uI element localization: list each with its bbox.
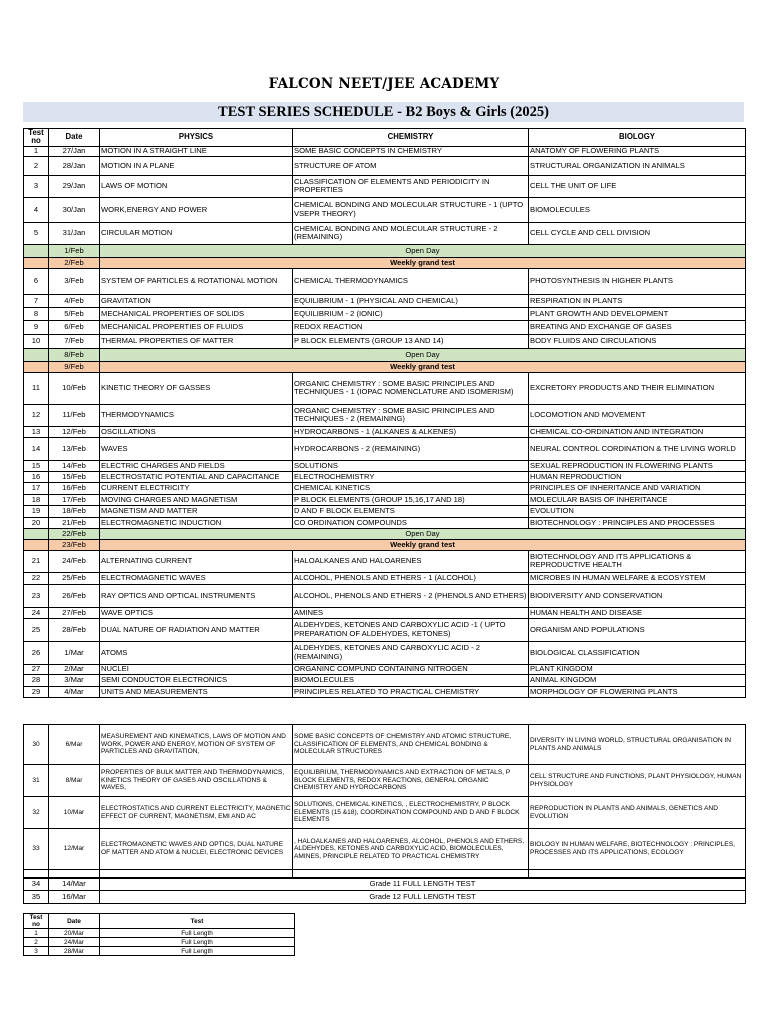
chemistry-topic: HYDROCARBONS - 1 (ALKANES & ALKENES) — [293, 426, 529, 437]
test-date: 4/Mar — [49, 686, 100, 697]
biology-topic: RESPIRATION IN PLANTS — [529, 294, 746, 307]
chemistry-topic: ELECTROCHEMISTRY — [293, 471, 529, 482]
chemistry-topic: P BLOCK ELEMENTS (GROUP 15,16,17 AND 18) — [293, 494, 529, 505]
chemistry-topic: CHEMICAL THERMODYNAMICS — [293, 268, 529, 294]
test-number: 9 — [24, 320, 49, 334]
test-date: 2/Feb — [49, 257, 100, 268]
test-number: 8 — [24, 307, 49, 320]
test-number: 32 — [24, 797, 49, 829]
physics-topic: WAVE OPTICS — [100, 607, 293, 618]
test-number: 33 — [24, 829, 49, 870]
physics-topic: KINETIC THEORY OF GASSES — [100, 372, 293, 404]
biology-topic: BIOLOGY IN HUMAN WELFARE, BIOTECHNOLOGY : PRINCIPLES, PROCESSES AND ITS APPLICATIONS, ECOLOGY — [529, 829, 746, 870]
chemistry-topic: AMINES — [293, 607, 529, 618]
weekly-test-label: Weekly grand test — [100, 539, 746, 550]
full-length-label: Grade 11 FULL LENGTH TEST — [100, 878, 746, 891]
empty-cell — [24, 361, 49, 372]
physics-topic: ALTERNATING CURRENT — [100, 550, 293, 572]
test-number: 6 — [24, 268, 49, 294]
schedule-table — [23, 128, 746, 698]
table-row — [24, 437, 746, 460]
test-number: 28 — [24, 674, 49, 686]
biology-topic: EVOLUTION — [529, 505, 746, 517]
col-chemistry: CHEMISTRY — [293, 129, 529, 147]
academy-name: FALCON NEET/JEE ACADEMY — [268, 76, 500, 92]
chemistry-topic: PRINCIPLES RELATED TO PRACTICAL CHEMISTRY — [293, 686, 529, 697]
test-date: 28/Feb — [49, 618, 100, 641]
biology-topic: REPRODUCTION IN PLANTS AND ANIMALS, GENETICS AND EVOLUTION — [529, 797, 746, 829]
test-date: 5/Feb — [49, 307, 100, 320]
biology-topic: MOLECULAR BASIS OF INHERITANCE — [529, 494, 746, 505]
chemistry-topic: ORGANIC CHEMISTRY : SOME BASIC PRINCIPLES AND TECHNIQUES - 1 (IOPAC NOMENCLATURE AND ISOMERISM) — [293, 372, 529, 404]
physics-topic: THERMAL PROPERTIES OF MATTER — [100, 334, 293, 348]
test-date: 30/Jan — [49, 197, 100, 222]
table-row — [24, 664, 746, 674]
test-date: 22/Feb — [49, 528, 100, 539]
table-row — [24, 618, 746, 641]
test-number: 22 — [24, 572, 49, 584]
chemistry-topic: D AND F BLOCK ELEMENTS — [293, 505, 529, 517]
test-number: 2 — [24, 938, 49, 947]
test-date: 10/Feb — [49, 372, 100, 404]
chemistry-topic: EQUILIBRIUM - 1 (PHYSICAL AND CHEMICAL) — [293, 294, 529, 307]
biology-topic: CHEMICAL CO-ORDINATION AND INTEGRATION — [529, 426, 746, 437]
physics-topic: MOTION IN A STRAIGHT LINE — [100, 146, 293, 156]
test-date: 1/Mar — [49, 641, 100, 664]
open-day-row — [24, 244, 746, 257]
table-row — [24, 878, 746, 891]
test-date: 13/Feb — [49, 437, 100, 460]
physics-topic: NUCLEI — [100, 664, 293, 674]
physics-topic: UNITS AND MEASUREMENTS — [100, 686, 293, 697]
physics-topic: MAGNETISM AND MATTER — [100, 505, 293, 517]
test-date: 16/Mar — [49, 891, 100, 904]
test-date: 18/Feb — [49, 505, 100, 517]
test-date: 21/Feb — [49, 517, 100, 528]
biology-topic: BODY FLUIDS AND CIRCULATIONS — [529, 334, 746, 348]
physics-topic: PROPERTIES OF BULK MATTER AND THERMODYNAMICS, KINETICS THEORY OF GASES AND OSCILLATIONS & WAVES, — [100, 765, 293, 797]
test-type: Full Length — [100, 938, 295, 947]
test-date: 28/Jan — [49, 156, 100, 175]
test-number: 12 — [24, 404, 49, 426]
test-date: 8/Mar — [49, 765, 100, 797]
physics-topic: GRAVITATION — [100, 294, 293, 307]
table-row — [24, 550, 746, 572]
physics-topic: ELECTROSTATICS AND CURRENT ELECTRICITY, MAGNETIC EFFECT OF CURRENT, MAGNETISM, EMI AND AC — [100, 797, 293, 829]
test-date: 25/Feb — [49, 572, 100, 584]
table-row — [24, 505, 746, 517]
table-row — [24, 584, 746, 607]
biology-topic: MORPHOLOGY OF FLOWERING PLANTS — [529, 686, 746, 697]
test-type: Full Length — [100, 947, 295, 956]
physics-topic: WORK,ENERGY AND POWER — [100, 197, 293, 222]
test-date: 7/Feb — [49, 334, 100, 348]
physics-topic: ATOMS — [100, 641, 293, 664]
chemistry-topic: SOME BASIC CONCEPTS OF CHEMISTRY AND ATOMIC STRUCTURE, CLASSIFICATION OF ELEMENTS, AND CHEMICAL BONDING & MOLECULAR STRUCTURES — [293, 725, 529, 765]
test-number: 19 — [24, 505, 49, 517]
test-number: 3 — [24, 947, 49, 956]
test-number: 5 — [24, 222, 49, 244]
chemistry-topic: BIOMOLECULES — [293, 674, 529, 686]
biology-topic: BREATING AND EXCHANGE OF GASES — [529, 320, 746, 334]
test-date: 16/Feb — [49, 482, 100, 494]
chemistry-topic: SOME BASIC CONCEPTS IN CHEMISTRY — [293, 146, 529, 156]
empty-cell — [24, 348, 49, 361]
test-number: 3 — [24, 175, 49, 197]
chemistry-topic: HYDROCARBONS - 2 (REMAINING) — [293, 437, 529, 460]
full-length-body — [24, 878, 746, 904]
full-length-label: Grade 12 FULL LENGTH TEST — [100, 891, 746, 904]
test-number: 21 — [24, 550, 49, 572]
table-row — [24, 307, 746, 320]
biology-topic: PLANT KINGDOM — [529, 664, 746, 674]
chemistry-topic: P BLOCK ELEMENTS (GROUP 13 AND 14) — [293, 334, 529, 348]
biology-topic: ORGANISM AND POPULATIONS — [529, 618, 746, 641]
weekly-test-row — [24, 257, 746, 268]
test-number: 24 — [24, 607, 49, 618]
test-date: 31/Jan — [49, 222, 100, 244]
combined-test-table — [23, 724, 746, 879]
physics-topic: ELECTROMAGNETIC WAVES — [100, 572, 293, 584]
physics-topic: DUAL NATURE OF RADIATION AND MATTER — [100, 618, 293, 641]
physics-topic: SEMI CONDUCTOR ELECTRONICS — [100, 674, 293, 686]
schedule-body — [24, 146, 746, 697]
table-row — [24, 674, 746, 686]
physics-topic: ELECTROMAGNETIC INDUCTION — [100, 517, 293, 528]
schedule-title: TEST SERIES SCHEDULE - B2 Boys & Girls (2025) — [23, 102, 744, 122]
test-date: 6/Feb — [49, 320, 100, 334]
test-number: 35 — [24, 891, 49, 904]
table-row — [24, 334, 746, 348]
chemistry-topic: ALCOHOL, PHENOLS AND ETHERS - 2 (PHENOLS AND ETHERS) — [293, 584, 529, 607]
biology-topic: ANATOMY OF FLOWERING PLANTS — [529, 146, 746, 156]
test-date: 14/Feb — [49, 460, 100, 471]
table-header-row — [24, 129, 746, 147]
table-row — [24, 482, 746, 494]
test-number: 15 — [24, 460, 49, 471]
physics-topic: ELECTRIC CHARGES AND FIELDS — [100, 460, 293, 471]
chemistry-topic: CO ORDINATION COMPOUNDS — [293, 517, 529, 528]
test-date: 8/Feb — [49, 348, 100, 361]
test-date: 15/Feb — [49, 471, 100, 482]
test-date: 24/Feb — [49, 550, 100, 572]
test-number: 31 — [24, 765, 49, 797]
test-date: 2/Mar — [49, 664, 100, 674]
test-date: 12/Mar — [49, 829, 100, 870]
physics-topic: SYSTEM OF PARTICLES & ROTATIONAL MOTION — [100, 268, 293, 294]
biology-topic: BIOMOLECULES — [529, 197, 746, 222]
table-row — [24, 268, 746, 294]
chemistry-topic: ALDEHYDES, KETONES AND CARBOXYLIC ACID - 2 (REMAINING) — [293, 641, 529, 664]
biology-topic: CELL STRUCTURE AND FUNCTIONS, PLANT PHYSIOLOGY, HUMAN PHYSIOLOGY — [529, 765, 746, 797]
chemistry-topic: ORGANIC CHEMISTRY : SOME BASIC PRINCIPLES AND TECHNIQUES - 2 (REMAINING) — [293, 404, 529, 426]
physics-topic: WAVES — [100, 437, 293, 460]
test-date: 29/Jan — [49, 175, 100, 197]
empty-cell — [24, 244, 49, 257]
biology-topic: BIOLOGICAL CLASSIFICATION — [529, 641, 746, 664]
test-number: 17 — [24, 482, 49, 494]
table-row — [24, 947, 295, 956]
table-row — [24, 517, 746, 528]
physics-topic: ELECTROSTATIC POTENTIAL AND CAPACITANCE — [100, 471, 293, 482]
test-number: 27 — [24, 664, 49, 674]
weekly-test-label: Weekly grand test — [100, 361, 746, 372]
final-tests-table — [23, 913, 295, 956]
physics-topic: MOTION IN A PLANE — [100, 156, 293, 175]
biology-topic: PHOTOSYNTHESIS IN HIGHER PLANTS — [529, 268, 746, 294]
table-row — [24, 426, 746, 437]
table-row — [24, 686, 746, 697]
table-row — [24, 938, 295, 947]
chemistry-topic: EQUILIBRIUM, THERMODYNAMICS AND EXTRACTION OF METALS, P BLOCK ELEMENTS, REDOX REACTIONS, GENERAL ORGANIC CHEMISTRY AND HYDROCARBONS — [293, 765, 529, 797]
test-number: 10 — [24, 334, 49, 348]
biology-topic: CELL CYCLE AND CELL DIVISION — [529, 222, 746, 244]
table-row — [24, 156, 746, 175]
test-date: 6/Mar — [49, 725, 100, 765]
chemistry-topic: SOLUTIONS — [293, 460, 529, 471]
test-type: Full Length — [100, 929, 295, 938]
physics-topic: CIRCULAR MOTION — [100, 222, 293, 244]
open-day-label: Open Day — [100, 528, 746, 539]
biology-topic: HUMAN HEALTH AND DISEASE — [529, 607, 746, 618]
table-row — [24, 146, 746, 156]
test-number: 13 — [24, 426, 49, 437]
col-test-no: Test no — [24, 129, 49, 147]
table-row — [24, 607, 746, 618]
test-number: 20 — [24, 517, 49, 528]
biology-topic: CELL THE UNIT OF LIFE — [529, 175, 746, 197]
biology-topic: MICROBES IN HUMAN WELFARE & ECOSYSTEM — [529, 572, 746, 584]
physics-topic: MECHANICAL PROPERTIES OF FLUIDS — [100, 320, 293, 334]
test-date: 28/Mar — [49, 947, 100, 956]
biology-topic: BIODIVERSITY AND CONSERVATION — [529, 584, 746, 607]
test-date: 24/Mar — [49, 938, 100, 947]
full-length-table — [23, 877, 746, 904]
test-date: 4/Feb — [49, 294, 100, 307]
table-row — [24, 404, 746, 426]
open-day-label: Open Day — [100, 244, 746, 257]
weekly-test-label: Weekly grand test — [100, 257, 746, 268]
table-row — [24, 641, 746, 664]
table-row — [24, 460, 746, 471]
table-row — [24, 471, 746, 482]
physics-topic: THERMODYNAMICS — [100, 404, 293, 426]
chemistry-topic: STRUCTURE OF ATOM — [293, 156, 529, 175]
test-number: 25 — [24, 618, 49, 641]
biology-topic: PRINCIPLES OF INHERITANCE AND VARIATION — [529, 482, 746, 494]
test-date: 27/Feb — [49, 607, 100, 618]
physics-topic: MOVING CHARGES AND MAGNETISM — [100, 494, 293, 505]
physics-topic: LAWS OF MOTION — [100, 175, 293, 197]
test-number: 1 — [24, 929, 49, 938]
table-row — [24, 891, 746, 904]
chemistry-topic: EQUILIBRIUM - 2 (IONIC) — [293, 307, 529, 320]
open-day-row — [24, 528, 746, 539]
test-date: 10/Mar — [49, 797, 100, 829]
table-row — [24, 320, 746, 334]
empty-cell — [24, 539, 49, 550]
test-number: 2 — [24, 156, 49, 175]
combined-test-body — [24, 725, 746, 879]
chemistry-topic: CLASSIFICATION OF ELEMENTS AND PERIODICITY IN PROPERTIES — [293, 175, 529, 197]
test-number: 11 — [24, 372, 49, 404]
biology-topic: ANIMAL KINGDOM — [529, 674, 746, 686]
physics-topic: OSCILLATIONS — [100, 426, 293, 437]
empty-cell — [24, 257, 49, 268]
col-date: Date — [49, 129, 100, 147]
test-date: 23/Feb — [49, 539, 100, 550]
chemistry-topic: ORGANINC COMPUND CONTAINING NITROGEN — [293, 664, 529, 674]
table-row — [24, 372, 746, 404]
test-number: 29 — [24, 686, 49, 697]
physics-topic: MEASUREMENT AND KINEMATICS, LAWS OF MOTION AND WORK, POWER AND ENERGY, MOTION OF SYSTEM OF PARTICLES AND GRAVITATION, — [100, 725, 293, 765]
biology-topic: HUMAN REPRODUCTION — [529, 471, 746, 482]
test-number: 23 — [24, 584, 49, 607]
physics-topic: CURRENT ELECTRICITY — [100, 482, 293, 494]
table-row — [24, 294, 746, 307]
table-row — [24, 929, 295, 938]
biology-topic: STRUCTURAL ORGANIZATION IN ANIMALS — [529, 156, 746, 175]
test-date: 17/Feb — [49, 494, 100, 505]
table-row — [24, 222, 746, 244]
biology-topic: BIOTECHNOLOGY AND ITS APPLICATIONS & REPRODUCTIVE HEALTH — [529, 550, 746, 572]
final-tests-header — [24, 914, 295, 929]
table-row — [24, 572, 746, 584]
empty-cell — [24, 528, 49, 539]
chemistry-topic: , HALOALKANES AND HALOARENES, ALCOHOL, PHENOLS AND ETHERS, ALDEHYDES, KETONES AND CARBOXYLIC ACID, BIOMOLECULES, AMINES, PRINCIPLE RELATED TO PRACTICAL CHEMISTRY — [293, 829, 529, 870]
final-col-date: Date — [49, 914, 100, 929]
table-row — [24, 725, 746, 765]
test-date: 3/Feb — [49, 268, 100, 294]
biology-topic: LOCOMOTION AND MOVEMENT — [529, 404, 746, 426]
test-date: 27/Jan — [49, 146, 100, 156]
test-number: 7 — [24, 294, 49, 307]
test-date: 3/Mar — [49, 674, 100, 686]
biology-topic: DIVERSITY IN LIVING WORLD, STRUCTURAL ORGANISATION IN PLANTS AND ANIMALS — [529, 725, 746, 765]
col-physics: PHYSICS — [100, 129, 293, 147]
chemistry-topic: REDOX REACTION — [293, 320, 529, 334]
biology-topic: BIOTECHNOLOGY : PRINCIPLES AND PROCESSES — [529, 517, 746, 528]
table-row — [24, 197, 746, 222]
test-number: 30 — [24, 725, 49, 765]
test-number: 26 — [24, 641, 49, 664]
weekly-test-row — [24, 539, 746, 550]
chemistry-topic: SOLUTIONS, CHEMICAL KINETICS, , ELECTROCHEMISTRY, P BLOCK ELEMENTS (15 &18), COORDINATION COMPOUND AND D AND F BLOCK ELEMENTS — [293, 797, 529, 829]
physics-topic: RAY OPTICS AND OPTICAL INSTRUMENTS — [100, 584, 293, 607]
test-date: 26/Feb — [49, 584, 100, 607]
table-row — [24, 765, 746, 797]
test-date: 11/Feb — [49, 404, 100, 426]
test-number: 4 — [24, 197, 49, 222]
test-date: 1/Feb — [49, 244, 100, 257]
test-number: 1 — [24, 146, 49, 156]
test-date: 9/Feb — [49, 361, 100, 372]
test-number: 18 — [24, 494, 49, 505]
test-date: 12/Feb — [49, 426, 100, 437]
test-number: 34 — [24, 878, 49, 891]
chemistry-topic: HALOALKANES AND HALOARENES — [293, 550, 529, 572]
biology-topic: NEURAL CONTROL CORDINATION & THE LIVING WORLD — [529, 437, 746, 460]
test-date: 20/Mar — [49, 929, 100, 938]
table-row — [24, 829, 746, 870]
chemistry-topic: ALCOHOL, PHENOLS AND ETHERS - 1 (ALCOHOL) — [293, 572, 529, 584]
final-tests-body — [24, 929, 295, 956]
test-number: 16 — [24, 471, 49, 482]
open-day-label: Open Day — [100, 348, 746, 361]
physics-topic: ELECTROMAGNETIC WAVES AND OPTICS, DUAL NATURE OF MATTER AND ATOM & NUCLEI, ELECTRONIC DEVICES — [100, 829, 293, 870]
biology-topic: PLANT GROWTH AND DEVELOPMENT — [529, 307, 746, 320]
table-row — [24, 494, 746, 505]
biology-topic: EXCRETORY PRODUCTS AND THEIR ELIMINATION — [529, 372, 746, 404]
final-col-test: Test — [100, 914, 295, 929]
chemistry-topic: CHEMICAL BONDING AND MOLECULAR STRUCTURE - 2 (REMAINING) — [293, 222, 529, 244]
biology-topic: SEXUAL REPRODUCTION IN FLOWERING PLANTS — [529, 460, 746, 471]
chemistry-topic: CHEMICAL KINETICS — [293, 482, 529, 494]
open-day-row — [24, 348, 746, 361]
chemistry-topic: CHEMICAL BONDING AND MOLECULAR STRUCTURE - 1 (UPTO VSEPR THEORY) — [293, 197, 529, 222]
weekly-test-row — [24, 361, 746, 372]
chemistry-topic: ALDEHYDES, KETONES AND CARBOXYLIC ACID -1 ( UPTO PREPARATION OF ALDEHYDES, KETONES) — [293, 618, 529, 641]
test-date: 14/Mar — [49, 878, 100, 891]
table-row — [24, 175, 746, 197]
table-row — [24, 797, 746, 829]
final-col-test-no: Test no — [24, 914, 49, 929]
test-number: 14 — [24, 437, 49, 460]
col-biology: BIOLOGY — [529, 129, 746, 147]
physics-topic: MECHANICAL PROPERTIES OF SOLIDS — [100, 307, 293, 320]
